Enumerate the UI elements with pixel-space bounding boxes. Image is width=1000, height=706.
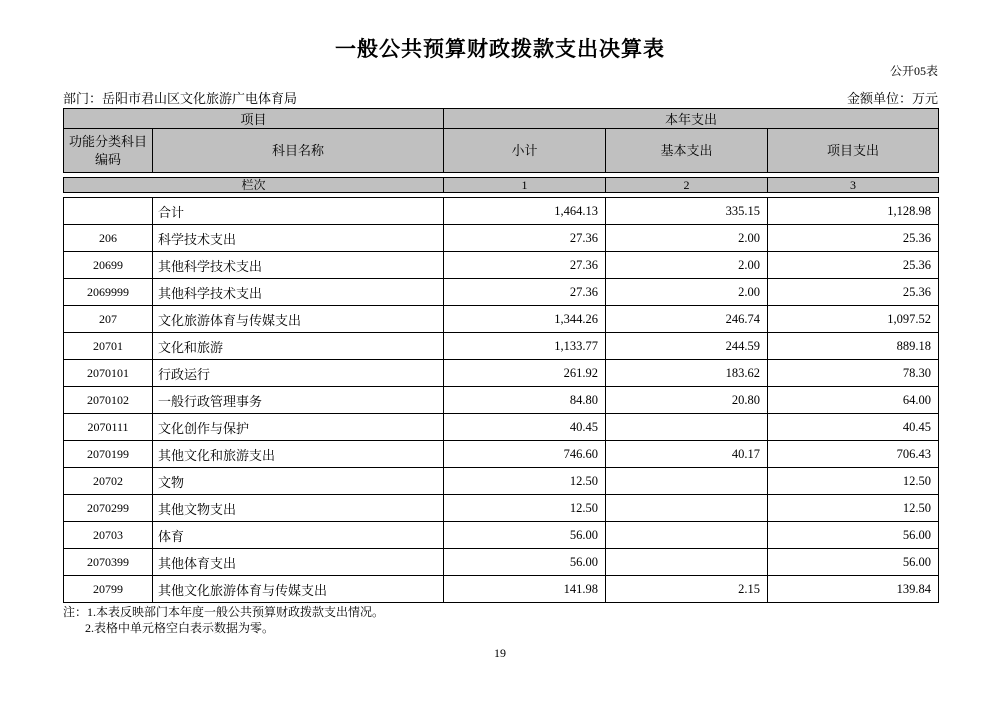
header-col-code [64,129,153,173]
table-row [64,306,939,333]
project-cell: 706.43 [768,441,939,468]
table-header [63,108,939,173]
name-cell: 其他科学技术支出 [153,279,444,306]
name-cell: 文化旅游体育与传媒支出 [153,306,444,333]
basic-cell: 335.15 [606,198,768,225]
table-row [64,252,939,279]
table-row [64,576,939,603]
table-row [64,333,939,360]
subtotal-cell: 1,464.13 [444,198,606,225]
subtotal-cell: 27.36 [444,225,606,252]
project-cell: 139.84 [768,576,939,603]
name-cell: 其他文化旅游体育与传媒支出 [153,576,444,603]
subtotal-cell: 141.98 [444,576,606,603]
subtotal-cell: 56.00 [444,522,606,549]
project-cell: 64.00 [768,387,939,414]
code-cell: 206 [64,225,153,252]
index-label: 栏次 [64,178,444,193]
subtotal-cell: 27.36 [444,279,606,306]
name-cell: 文化和旅游 [153,333,444,360]
code-cell: 20703 [64,522,153,549]
unit-label: 金额单位：万元 [846,91,938,106]
page-title: 一般公共预算财政拨款支出决算表 [335,37,665,61]
header-col-code-line1: 功能分类科目 [68,133,147,149]
code-cell: 2070399 [64,549,153,576]
basic-cell [606,468,768,495]
table-code-label: 公开05表 [889,64,938,78]
table-row [64,441,939,468]
footnote-2: 2.表格中单元格空白表示数据为零。 [85,621,275,635]
basic-cell: 2.00 [606,252,768,279]
name-cell: 体育 [153,522,444,549]
basic-cell: 2.00 [606,225,768,252]
index-col-2: 2 [606,178,768,193]
table-row [64,522,939,549]
code-cell: 20701 [64,333,153,360]
code-cell [64,198,153,225]
table-row [64,387,939,414]
code-cell: 20702 [64,468,153,495]
table-row [64,468,939,495]
project-cell: 1,097.52 [768,306,939,333]
subtotal-cell: 746.60 [444,441,606,468]
column-index-row [63,177,939,193]
name-cell: 行政运行 [153,360,444,387]
project-cell: 56.00 [768,522,939,549]
footnote-1: 注：1.本表反映部门本年度一般公共预算财政拨款支出情况。 [63,605,385,619]
code-cell: 20699 [64,252,153,279]
header-col-basic: 基本支出 [606,129,768,173]
header-columns-row [64,129,939,173]
basic-cell: 244.59 [606,333,768,360]
header-col-code-line2: 编码 [94,151,121,167]
subtotal-cell: 261.92 [444,360,606,387]
header-group-row [64,109,939,129]
basic-cell [606,522,768,549]
basic-cell: 183.62 [606,360,768,387]
project-cell: 25.36 [768,279,939,306]
basic-cell: 2.15 [606,576,768,603]
project-cell: 25.36 [768,225,939,252]
department-label: 部门：岳阳市君山区文化旅游广电体育局 [63,91,298,106]
project-cell: 40.45 [768,414,939,441]
basic-cell: 246.74 [606,306,768,333]
project-cell: 889.18 [768,333,939,360]
index-col-1: 1 [444,178,606,193]
subtotal-cell: 84.80 [444,387,606,414]
name-cell: 其他文物支出 [153,495,444,522]
header-group-current-year: 本年支出 [444,109,939,129]
table-row [64,279,939,306]
project-cell: 1,128.98 [768,198,939,225]
subtotal-cell: 40.45 [444,414,606,441]
table-row [64,414,939,441]
header-col-subtotal: 小计 [444,129,606,173]
code-cell: 2070199 [64,441,153,468]
code-cell: 20799 [64,576,153,603]
index-col-3: 3 [768,178,939,193]
name-cell: 合计 [153,198,444,225]
table-row [64,225,939,252]
meta-row [63,88,938,107]
code-cell: 2070299 [64,495,153,522]
name-cell: 其他文化和旅游支出 [153,441,444,468]
subtotal-cell: 56.00 [444,549,606,576]
project-cell: 25.36 [768,252,939,279]
name-cell: 其他体育支出 [153,549,444,576]
name-cell: 其他科学技术支出 [153,252,444,279]
subtotal-cell: 1,344.26 [444,306,606,333]
table-row [64,495,939,522]
footnotes [63,604,384,636]
table-row [64,360,939,387]
basic-cell: 20.80 [606,387,768,414]
code-cell: 2069999 [64,279,153,306]
subtotal-cell: 12.50 [444,495,606,522]
project-cell: 78.30 [768,360,939,387]
code-cell: 2070102 [64,387,153,414]
name-cell: 文化创作与保护 [153,414,444,441]
header-col-project: 项目支出 [768,129,939,173]
project-cell: 56.00 [768,549,939,576]
code-cell: 2070101 [64,360,153,387]
basic-cell: 40.17 [606,441,768,468]
code-cell: 207 [64,306,153,333]
basic-cell: 2.00 [606,279,768,306]
name-cell: 一般行政管理事务 [153,387,444,414]
header-group-project: 项目 [64,109,444,129]
subtotal-cell: 27.36 [444,252,606,279]
subtotal-cell: 1,133.77 [444,333,606,360]
header-col-name: 科目名称 [153,129,444,173]
table-row [64,198,939,225]
code-cell: 2070111 [64,414,153,441]
table-row [64,549,939,576]
name-cell: 文物 [153,468,444,495]
table-body [63,197,939,603]
subtotal-cell: 12.50 [444,468,606,495]
basic-cell [606,495,768,522]
page-number: 19 [494,646,506,660]
basic-cell [606,549,768,576]
project-cell: 12.50 [768,468,939,495]
budget-table [63,108,940,603]
project-cell: 12.50 [768,495,939,522]
basic-cell [606,414,768,441]
name-cell: 科学技术支出 [153,225,444,252]
